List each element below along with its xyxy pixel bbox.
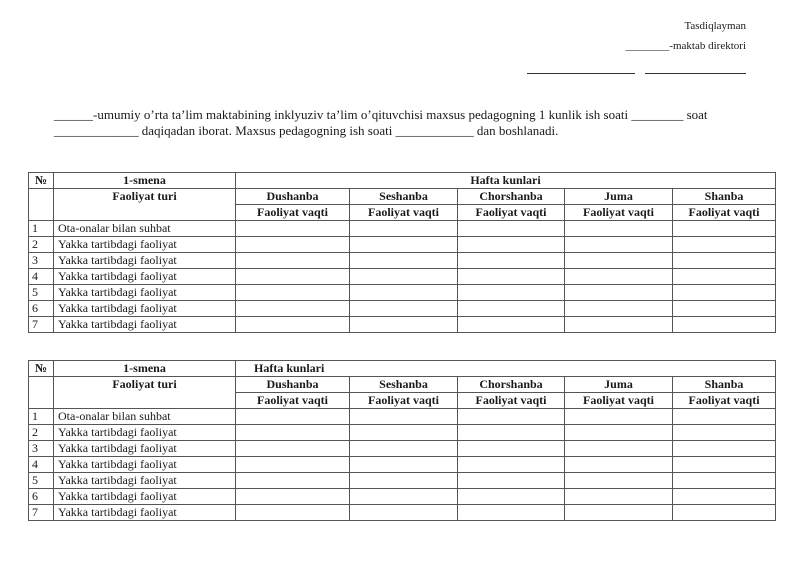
time-cell[interactable]: [673, 253, 776, 269]
time-header: Faoliyat vaqti: [458, 393, 565, 409]
number-column-header: №: [29, 173, 54, 189]
time-cell[interactable]: [350, 301, 458, 317]
director-line: ________-maktab direktori: [625, 40, 746, 52]
time-cell[interactable]: [458, 489, 565, 505]
time-cell[interactable]: [673, 441, 776, 457]
day-header: Chorshanba: [458, 189, 565, 205]
activity-cell: Yakka tartibdagi faoliyat: [54, 269, 236, 285]
time-cell[interactable]: [350, 473, 458, 489]
time-cell[interactable]: [236, 317, 350, 333]
row-number: 3: [29, 253, 54, 269]
time-cell[interactable]: [350, 269, 458, 285]
schedule-table-2: [28, 360, 776, 521]
table-row: [29, 221, 776, 237]
time-cell[interactable]: [350, 425, 458, 441]
time-cell[interactable]: [458, 457, 565, 473]
activity-cell: Yakka tartibdagi faoliyat: [54, 285, 236, 301]
activity-type-header: Faoliyat turi: [54, 189, 236, 221]
weekdays-header: Hafta kunlari: [236, 361, 776, 377]
time-cell[interactable]: [236, 441, 350, 457]
day-header: Dushanba: [236, 377, 350, 393]
approval-title: Tasdiqlayman: [684, 20, 746, 32]
table-row: [29, 269, 776, 285]
day-header: Seshanba: [350, 189, 458, 205]
activity-cell: Yakka tartibdagi faoliyat: [54, 441, 236, 457]
signature-line: [527, 73, 635, 74]
day-header: Juma: [565, 377, 673, 393]
row-number: 1: [29, 409, 54, 425]
activity-cell: Yakka tartibdagi faoliyat: [54, 317, 236, 333]
time-cell[interactable]: [350, 285, 458, 301]
time-cell[interactable]: [236, 253, 350, 269]
time-header: Faoliyat vaqti: [236, 393, 350, 409]
table-row: [29, 425, 776, 441]
time-cell[interactable]: [673, 409, 776, 425]
number-header-spacer: [29, 377, 54, 409]
time-cell[interactable]: [673, 269, 776, 285]
activity-cell: Ota-onalar bilan suhbat: [54, 221, 236, 237]
time-cell[interactable]: [673, 317, 776, 333]
time-cell[interactable]: [565, 409, 673, 425]
time-cell[interactable]: [673, 285, 776, 301]
time-cell[interactable]: [236, 269, 350, 285]
time-cell[interactable]: [458, 409, 565, 425]
time-cell[interactable]: [350, 409, 458, 425]
time-header: Faoliyat vaqti: [565, 393, 673, 409]
time-cell[interactable]: [565, 425, 673, 441]
row-number: 4: [29, 457, 54, 473]
activity-cell: Yakka tartibdagi faoliyat: [54, 301, 236, 317]
name-line: [645, 73, 746, 74]
shift-header: 1-smena: [54, 361, 236, 377]
time-cell[interactable]: [565, 489, 673, 505]
time-cell[interactable]: [565, 441, 673, 457]
row-number: 4: [29, 269, 54, 285]
time-cell[interactable]: [236, 221, 350, 237]
time-cell[interactable]: [236, 489, 350, 505]
row-number: 7: [29, 505, 54, 521]
activity-cell: Yakka tartibdagi faoliyat: [54, 253, 236, 269]
table-row: [29, 253, 776, 269]
time-cell[interactable]: [458, 221, 565, 237]
time-cell[interactable]: [458, 301, 565, 317]
time-header: Faoliyat vaqti: [565, 205, 673, 221]
number-header-spacer: [29, 189, 54, 221]
activity-type-header: Faoliyat turi: [54, 377, 236, 409]
time-cell[interactable]: [350, 457, 458, 473]
table-row: [29, 285, 776, 301]
table-row: [29, 301, 776, 317]
time-cell[interactable]: [350, 505, 458, 521]
time-header: Faoliyat vaqti: [673, 393, 776, 409]
time-header: Faoliyat vaqti: [673, 205, 776, 221]
time-cell[interactable]: [458, 253, 565, 269]
row-number: 6: [29, 489, 54, 505]
day-header: Juma: [565, 189, 673, 205]
time-cell[interactable]: [458, 285, 565, 301]
row-number: 6: [29, 301, 54, 317]
time-cell[interactable]: [350, 253, 458, 269]
table-row: [29, 237, 776, 253]
time-cell[interactable]: [236, 457, 350, 473]
time-cell[interactable]: [673, 425, 776, 441]
day-header: Dushanba: [236, 189, 350, 205]
shift-header: 1-smena: [54, 173, 236, 189]
activity-cell: Ota-onalar bilan suhbat: [54, 409, 236, 425]
time-cell[interactable]: [565, 221, 673, 237]
time-cell[interactable]: [350, 317, 458, 333]
day-header: Shanba: [673, 377, 776, 393]
time-cell[interactable]: [350, 237, 458, 253]
time-cell[interactable]: [458, 237, 565, 253]
time-cell[interactable]: [236, 285, 350, 301]
time-cell[interactable]: [236, 425, 350, 441]
time-cell[interactable]: [236, 505, 350, 521]
table-row: [29, 473, 776, 489]
table-row: [29, 409, 776, 425]
activity-cell: Yakka tartibdagi faoliyat: [54, 473, 236, 489]
time-cell[interactable]: [673, 237, 776, 253]
time-cell[interactable]: [350, 221, 458, 237]
time-cell[interactable]: [350, 489, 458, 505]
schedule-table-1: [28, 172, 776, 333]
table-row: [29, 457, 776, 473]
day-header: Seshanba: [350, 377, 458, 393]
time-cell[interactable]: [565, 505, 673, 521]
time-cell[interactable]: [350, 441, 458, 457]
number-column-header: №: [29, 361, 54, 377]
time-cell[interactable]: [565, 301, 673, 317]
activity-cell: Yakka tartibdagi faoliyat: [54, 237, 236, 253]
time-cell[interactable]: [673, 489, 776, 505]
activity-cell: Yakka tartibdagi faoliyat: [54, 425, 236, 441]
time-cell[interactable]: [236, 237, 350, 253]
time-header: Faoliyat vaqti: [350, 393, 458, 409]
day-header: Chorshanba: [458, 377, 565, 393]
time-cell[interactable]: [236, 473, 350, 489]
activity-cell: Yakka tartibdagi faoliyat: [54, 489, 236, 505]
time-cell[interactable]: [565, 317, 673, 333]
weekdays-header: Hafta kunlari: [236, 173, 776, 189]
time-cell[interactable]: [565, 457, 673, 473]
time-cell[interactable]: [565, 237, 673, 253]
table-row: [29, 489, 776, 505]
time-cell[interactable]: [236, 409, 350, 425]
time-header: Faoliyat vaqti: [458, 205, 565, 221]
time-header: Faoliyat vaqti: [236, 205, 350, 221]
table-row: [29, 441, 776, 457]
time-cell[interactable]: [458, 441, 565, 457]
time-cell[interactable]: [458, 425, 565, 441]
time-cell[interactable]: [673, 473, 776, 489]
time-cell[interactable]: [673, 221, 776, 237]
row-number: 1: [29, 221, 54, 237]
table-row: [29, 317, 776, 333]
table-row: [29, 505, 776, 521]
time-cell[interactable]: [673, 505, 776, 521]
time-cell[interactable]: [673, 457, 776, 473]
time-cell[interactable]: [458, 317, 565, 333]
activity-cell: Yakka tartibdagi faoliyat: [54, 505, 236, 521]
time-cell[interactable]: [458, 505, 565, 521]
row-number: 5: [29, 285, 54, 301]
time-cell[interactable]: [458, 269, 565, 285]
time-header: Faoliyat vaqti: [350, 205, 458, 221]
day-header: Shanba: [673, 189, 776, 205]
time-cell[interactable]: [565, 269, 673, 285]
intro-paragraph: ______-umumiy o’rta ta’lim maktabining inklyuziv ta’lim o’qituvchisi maxsus pedagogning 1 kunlik ish soati ________ soat _____________ daqiqadan iborat. Maxsus pedagogning ish soati ____________ dan boshlanadi.: [54, 107, 708, 138]
time-cell[interactable]: [458, 473, 565, 489]
time-cell[interactable]: [565, 253, 673, 269]
time-cell[interactable]: [565, 473, 673, 489]
activity-cell: Yakka tartibdagi faoliyat: [54, 457, 236, 473]
time-cell[interactable]: [565, 285, 673, 301]
time-cell[interactable]: [236, 301, 350, 317]
row-number: 2: [29, 237, 54, 253]
time-cell[interactable]: [673, 301, 776, 317]
row-number: 5: [29, 473, 54, 489]
row-number: 2: [29, 425, 54, 441]
row-number: 7: [29, 317, 54, 333]
row-number: 3: [29, 441, 54, 457]
